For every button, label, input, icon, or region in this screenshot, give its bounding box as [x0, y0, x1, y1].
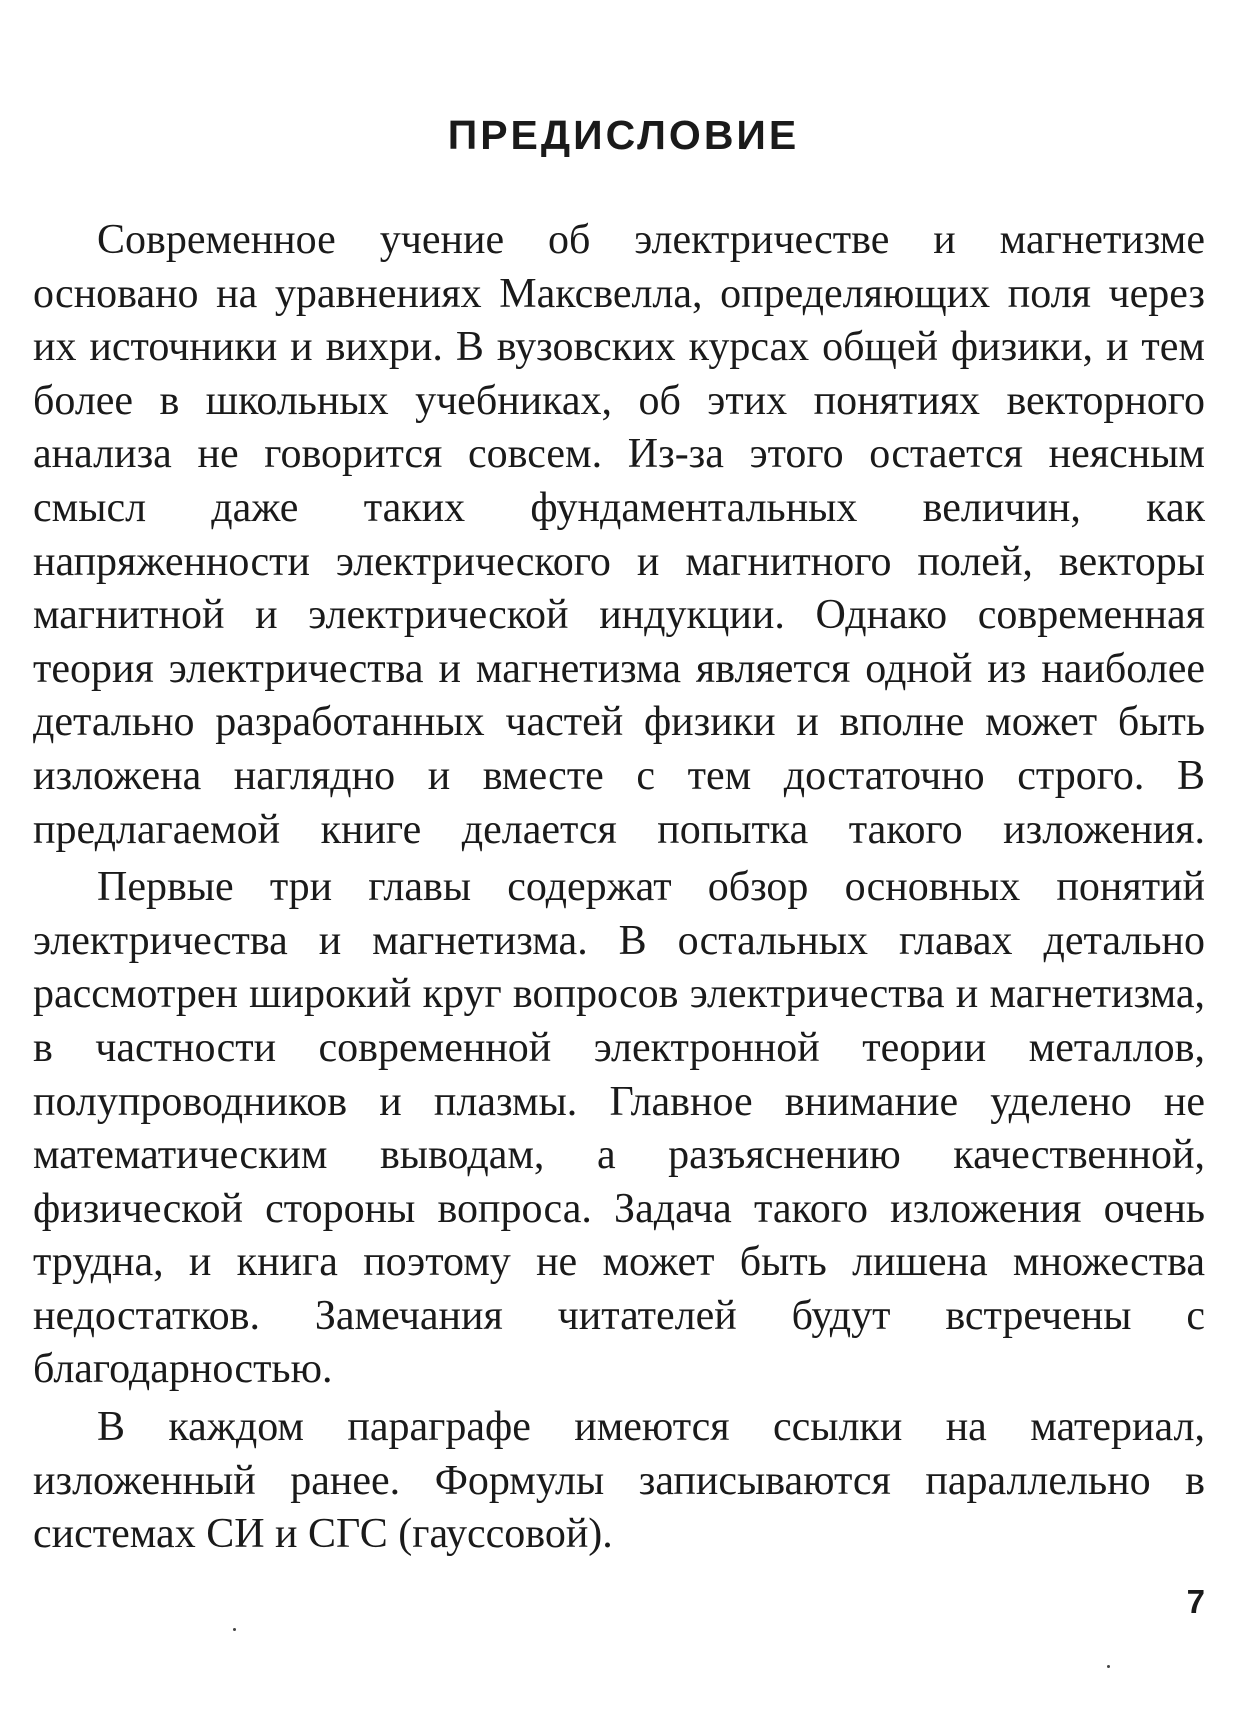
scan-speck — [233, 1628, 236, 1631]
scan-speck — [1107, 1665, 1110, 1668]
paragraph-3: В каждом параграфе имеются ссылки на материал, изложенный ранее. Формулы записываются параллельно в системах СИ и СГС (гауссовой). — [33, 1404, 1205, 1558]
preface-text — [33, 214, 1205, 1562]
page-title: ПРЕДИСЛОВИЕ — [447, 112, 800, 158]
paragraph-2: Первые три главы содержат обзор основных понятий электричества и магнетизма. В остальных главах детально рассмотрен широкий круг вопросов электричества и магнетизма, в частности современной электронной теории металлов, полупроводников и плазмы. Главное внимание уделено не математическим выводам, а разъяснению качественной, физической стороны вопроса. Задача такого изложения очень трудна, и книга поэтому не может быть лишена множества недостатков. Замечания читателей будут встречены с благодарностью. — [33, 864, 1205, 1393]
page-number: 7 — [1186, 1583, 1205, 1620]
paragraph-1: Современное учение об электричестве и магнетизме основано на уравнениях Максвелла, определяющих поля через их источники и вихри. В вузовских курсах общей физики, и тем более в школьных учебниках, об этих понятиях векторного анализа не говорится совсем. Из-за этого остается неясным смысл даже таких фундаментальных величин, как напряженности электрического и магнитного полей, векторы магнитной и электрической индукции. Однако современная теория электричества и магнетизма является одной из наиболее детально разработанных частей физики и вполне может быть изложена наглядно и вместе с тем достаточно строго. В предлагаемой книге делается попытка такого изложения. — [33, 217, 1205, 853]
